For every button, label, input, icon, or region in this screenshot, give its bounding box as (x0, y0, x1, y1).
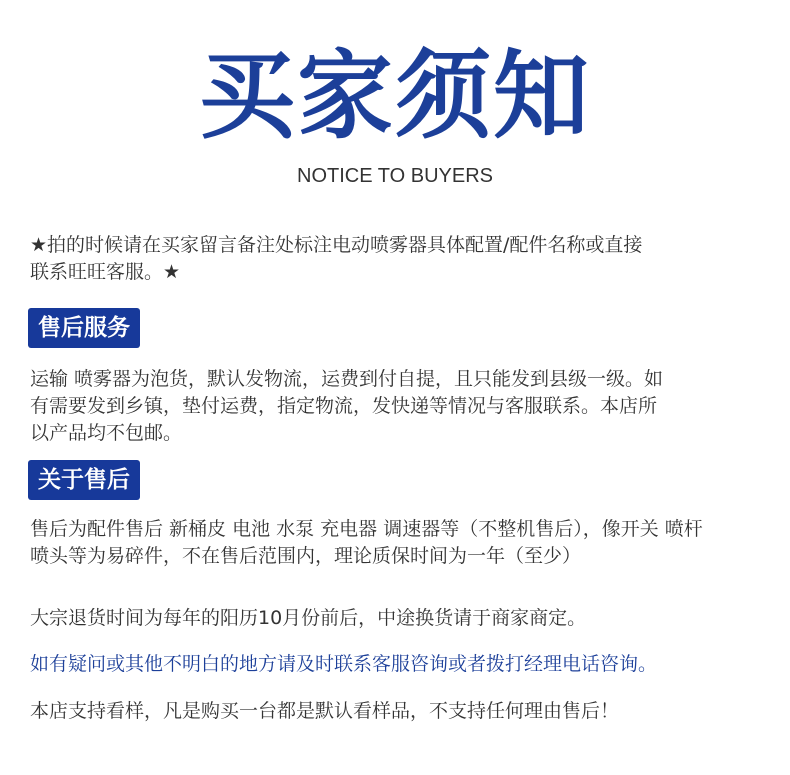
section-label-about-after-sales: 关于售后 (28, 460, 140, 500)
intro-notice: ★拍的时候请在买家留言备注处标注电动喷雾器具体配置/配件名称或直接 联系旺旺客服。★ (30, 234, 643, 283)
after-sales-policy-text: 售后为配件售后 新桶皮 电池 水泵 充电器 调速器等（不整机售后），像开关 喷杆 喷头等为易碎件，不在售后范围内，理论质保时间为一年（至少） (30, 518, 703, 567)
section-label-after-sales-service: 售后服务 (28, 308, 140, 348)
page-subtitle: NOTICE TO BUYERS (297, 165, 493, 187)
sample-policy-note: 本店支持看样，凡是购买一台都是默认看样品，不支持任何理由售后！ (30, 700, 620, 722)
bulk-return-note: 大宗退货时间为每年的阳历10月份前后，中途换货请于商家商定。 (30, 607, 587, 629)
contact-note: 如有疑问或其他不明白的地方请及时联系客服咨询或者拨打经理电话咨询。 (30, 653, 658, 675)
shipping-policy-text: 运输 喷雾器为泡货，默认发物流，运费到付自提，且只能发到县级一级。如 有需要发到乡镇，垫付运费，指定物流，发快递等情况与客服联系。本店所 以产品均不包邮。 (30, 368, 664, 444)
page-title: 买家须知 (199, 40, 591, 152)
